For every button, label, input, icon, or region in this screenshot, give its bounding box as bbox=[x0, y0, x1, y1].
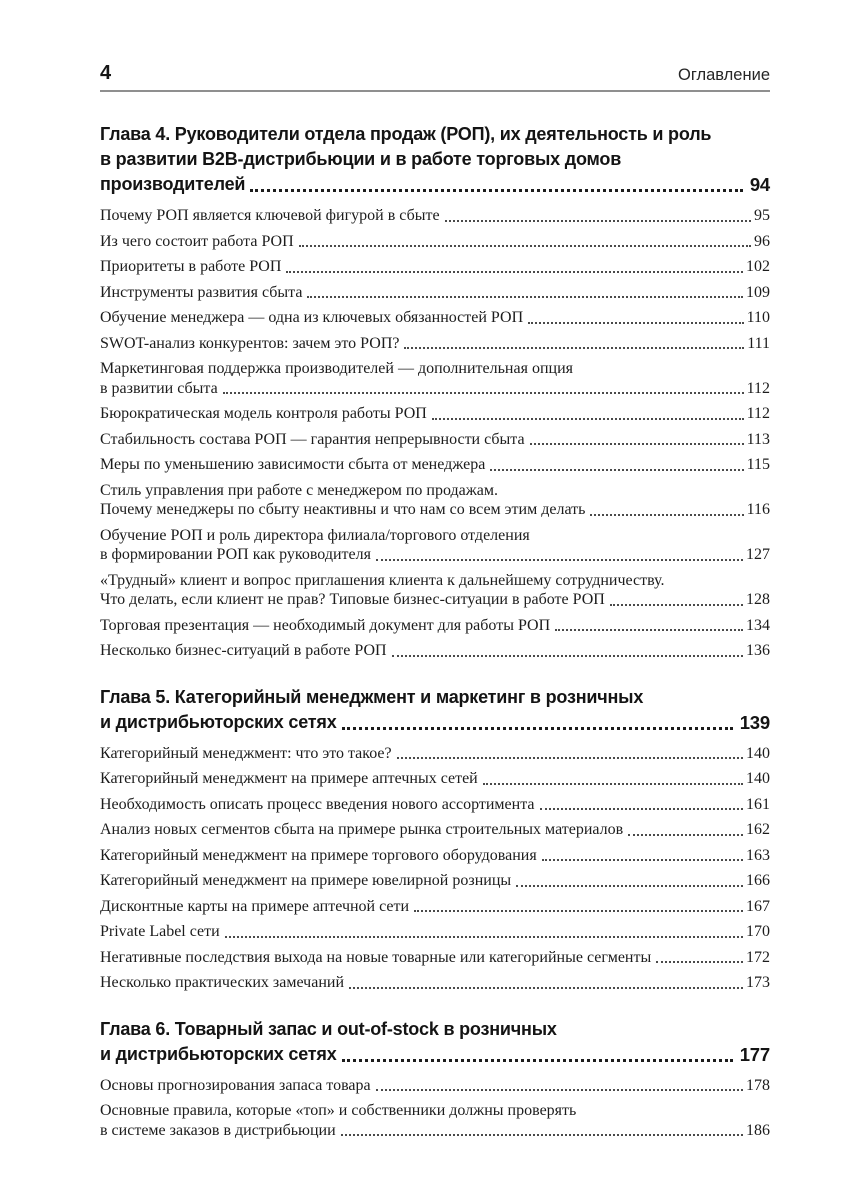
toc-entry bbox=[100, 308, 770, 328]
chapter-heading bbox=[100, 1017, 770, 1067]
page-ref: 128 bbox=[746, 591, 770, 608]
dot-leader bbox=[445, 220, 751, 222]
toc-entry bbox=[100, 571, 770, 610]
entry-text: Категорийный менеджмент на примере аптечных сетей bbox=[100, 770, 478, 787]
page-number: 4 bbox=[100, 62, 112, 84]
entry-text: Приоритеты в работе РОП bbox=[100, 258, 282, 275]
entry-text: Бюрократическая модель контроля работы РОП bbox=[100, 405, 427, 422]
page-ref: 170 bbox=[746, 923, 770, 940]
entry-text: SWOT-анализ конкурентов: зачем это РОП? bbox=[100, 334, 400, 352]
toc-entry bbox=[100, 206, 770, 226]
page-ref: 136 bbox=[746, 642, 770, 659]
toc-entry bbox=[100, 871, 770, 891]
entry-title-line bbox=[100, 545, 770, 565]
chapter-title-line: в развитии B2B-дистрибьюции и в работе торговых домов bbox=[100, 149, 622, 169]
toc-entry bbox=[100, 641, 770, 661]
toc-entry bbox=[100, 744, 770, 764]
dot-leader bbox=[342, 1059, 733, 1062]
toc-entry bbox=[100, 526, 770, 565]
page-ref: 127 bbox=[746, 546, 770, 563]
entry-title-line bbox=[100, 430, 770, 450]
toc-entry bbox=[100, 257, 770, 277]
entry-title-line bbox=[100, 206, 770, 226]
entry-text: Почему менеджеры по сбыту неактивны и что нам со всем этим делать bbox=[100, 501, 586, 518]
chapter-title-text: производителей bbox=[100, 174, 246, 194]
entry-title-line bbox=[100, 257, 770, 277]
entry-text: Инструменты развития сбыта bbox=[100, 283, 303, 301]
entry-title-line bbox=[100, 500, 770, 520]
page-ref: 115 bbox=[746, 456, 770, 473]
dot-leader bbox=[656, 961, 743, 963]
dot-leader bbox=[341, 1134, 743, 1136]
dot-leader bbox=[286, 271, 743, 273]
toc-entry bbox=[100, 404, 770, 424]
toc-sections bbox=[100, 122, 770, 1140]
entry-title-line bbox=[100, 455, 770, 475]
toc-entry bbox=[100, 948, 770, 968]
dot-leader bbox=[376, 1089, 743, 1091]
dot-leader bbox=[404, 347, 744, 349]
chapter-title-line bbox=[100, 172, 770, 197]
entry-text: в формировании РОП как руководителя bbox=[100, 546, 371, 563]
toc-entry bbox=[100, 897, 770, 917]
page-ref: 116 bbox=[746, 501, 770, 518]
entry-title-line bbox=[100, 744, 770, 764]
chapter-title-line: Глава 5. Категорийный менеджмент и маркетинг в розничных bbox=[100, 686, 644, 707]
entry-text: Обучение менеджера — одна из ключевых обязанностей РОП bbox=[100, 309, 524, 326]
running-title: Оглавление bbox=[678, 66, 770, 84]
dot-leader bbox=[432, 418, 744, 420]
page-ref: 139 bbox=[739, 711, 770, 733]
page-ref: 162 bbox=[746, 821, 770, 838]
toc-entry bbox=[100, 795, 770, 815]
toc-entry bbox=[100, 1101, 770, 1140]
chapter-title-line bbox=[100, 1042, 770, 1067]
entry-title-line bbox=[100, 641, 770, 661]
entry-text: Категорийный менеджмент на примере ювелирной розницы bbox=[100, 872, 512, 889]
dot-leader bbox=[250, 189, 743, 192]
entry-text: Категорийный менеджмент: что это такое? bbox=[100, 744, 392, 762]
entry-text: Что делать, если клиент не прав? Типовые бизнес-ситуации в работе РОП bbox=[100, 591, 605, 608]
dot-leader bbox=[628, 834, 743, 836]
entry-title-line: Основные правила, которые «топ» и собственники должны проверять bbox=[100, 1102, 577, 1119]
page-ref: 102 bbox=[746, 258, 770, 275]
entry-text: в развитии сбыта bbox=[100, 379, 218, 397]
entry-title-line bbox=[100, 871, 770, 891]
dot-leader bbox=[542, 859, 743, 861]
entry-text: в системе заказов в дистрибьюции bbox=[100, 1121, 336, 1139]
entry-title-line bbox=[100, 846, 770, 866]
dot-leader bbox=[610, 604, 743, 606]
dot-leader bbox=[490, 469, 743, 471]
entry-title-line bbox=[100, 590, 770, 610]
entry-text: Из чего состоит работа РОП bbox=[100, 232, 294, 250]
entry-text: Несколько практических замечаний bbox=[100, 974, 344, 991]
dot-leader bbox=[590, 514, 743, 516]
page-ref: 94 bbox=[749, 174, 770, 195]
page-ref: 177 bbox=[739, 1043, 770, 1065]
page-ref: 186 bbox=[746, 1121, 770, 1139]
entry-title-line bbox=[100, 379, 770, 399]
entry-text: Торговая презентация — необходимый документ для работы РОП bbox=[100, 616, 551, 634]
dot-leader bbox=[516, 885, 743, 887]
dot-leader bbox=[414, 910, 743, 912]
dot-leader bbox=[397, 757, 743, 759]
dot-leader bbox=[342, 727, 733, 730]
entry-text: Анализ новых сегментов сбыта на примере рынка строительных материалов bbox=[100, 821, 624, 838]
toc-entry bbox=[100, 616, 770, 636]
toc-entry bbox=[100, 1076, 770, 1096]
toc-entry bbox=[100, 820, 770, 840]
entry-text: Почему РОП является ключевой фигурой в сбыте bbox=[100, 207, 440, 224]
page-ref: 134 bbox=[746, 616, 770, 634]
page-ref: 112 bbox=[746, 405, 770, 422]
entry-text: Негативные последствия выхода на новые товарные или категорийные сегменты bbox=[100, 948, 652, 966]
page-ref: 178 bbox=[746, 1076, 770, 1094]
entry-title-line bbox=[100, 334, 770, 354]
entry-title-line bbox=[100, 1121, 770, 1141]
entry-title-line bbox=[100, 232, 770, 252]
entry-text: Стабильность состава РОП — гарантия непрерывности сбыта bbox=[100, 430, 525, 448]
toc-entry bbox=[100, 283, 770, 303]
toc-entry bbox=[100, 334, 770, 354]
toc-section bbox=[100, 1017, 770, 1141]
page-ref: 140 bbox=[746, 770, 770, 787]
page-header bbox=[100, 62, 770, 92]
page-ref: 111 bbox=[747, 334, 770, 352]
dot-leader bbox=[299, 245, 751, 247]
page-ref: 96 bbox=[754, 232, 770, 250]
toc-entry bbox=[100, 232, 770, 252]
entry-title-line bbox=[100, 308, 770, 328]
entry-title-line bbox=[100, 948, 770, 968]
dot-leader bbox=[540, 808, 744, 810]
entry-title-line bbox=[100, 973, 770, 993]
entry-title-line bbox=[100, 795, 770, 815]
page-ref: 113 bbox=[746, 430, 770, 448]
dot-leader bbox=[483, 783, 743, 785]
toc-section bbox=[100, 685, 770, 993]
page-ref: 140 bbox=[746, 744, 770, 762]
dot-leader bbox=[349, 987, 743, 989]
chapter-heading bbox=[100, 122, 770, 197]
chapter-heading bbox=[100, 685, 770, 735]
entry-title-line bbox=[100, 616, 770, 636]
page-ref: 95 bbox=[754, 207, 770, 224]
dot-leader bbox=[530, 443, 744, 445]
toc-entry bbox=[100, 430, 770, 450]
entry-title-line bbox=[100, 820, 770, 840]
dot-leader bbox=[555, 629, 743, 631]
entry-title-line bbox=[100, 922, 770, 942]
entry-title-line bbox=[100, 897, 770, 917]
entry-title-line: Стиль управления при работе с менеджером по продажам. bbox=[100, 481, 498, 499]
page-ref: 161 bbox=[746, 795, 770, 813]
dot-leader bbox=[307, 296, 743, 298]
toc-entry bbox=[100, 359, 770, 398]
toc-section bbox=[100, 122, 770, 661]
toc-entry bbox=[100, 973, 770, 993]
entry-text: Несколько бизнес-ситуаций в работе РОП bbox=[100, 642, 387, 659]
dot-leader bbox=[223, 392, 744, 394]
toc-entry bbox=[100, 846, 770, 866]
entry-text: Необходимость описать процесс введения нового ассортимента bbox=[100, 795, 535, 813]
dot-leader bbox=[225, 936, 743, 938]
toc-entry bbox=[100, 922, 770, 942]
entry-text: Меры по уменьшению зависимости сбыта от менеджера bbox=[100, 456, 486, 473]
page-ref: 109 bbox=[746, 283, 770, 301]
chapter-title-line bbox=[100, 710, 770, 735]
entry-title-line bbox=[100, 1076, 770, 1096]
page-ref: 163 bbox=[746, 846, 770, 864]
page-ref: 167 bbox=[746, 897, 770, 915]
page-ref: 112 bbox=[746, 379, 770, 397]
entry-title-line bbox=[100, 404, 770, 424]
toc-entry bbox=[100, 455, 770, 475]
chapter-title-line: Глава 6. Товарный запас и out-of-stock в розничных bbox=[100, 1018, 557, 1039]
page-ref: 173 bbox=[746, 974, 770, 991]
entry-title-line: Маркетинговая поддержка производителей — дополнительная опция bbox=[100, 360, 573, 377]
entry-text: Основы прогнозирования запаса товара bbox=[100, 1076, 371, 1094]
dot-leader bbox=[528, 322, 743, 324]
chapter-title-line: Глава 4. Руководители отдела продаж (РОП), их деятельность и роль bbox=[100, 124, 712, 144]
entry-text: Дисконтные карты на примере аптечной сети bbox=[100, 897, 410, 915]
entry-title-line bbox=[100, 283, 770, 303]
toc-entry bbox=[100, 769, 770, 789]
entry-text: Private Label сети bbox=[100, 923, 220, 940]
entry-title-line: «Трудный» клиент и вопрос приглашения клиента к дальнейшему сотрудничеству. bbox=[100, 571, 665, 589]
dot-leader bbox=[392, 655, 743, 657]
entry-title-line bbox=[100, 769, 770, 789]
page-ref: 172 bbox=[746, 948, 770, 966]
toc-entry bbox=[100, 481, 770, 520]
dot-leader bbox=[376, 559, 743, 561]
entry-title-line: Обучение РОП и роль директора филиала/торгового отделения bbox=[100, 526, 530, 544]
page-ref: 110 bbox=[746, 309, 770, 326]
entry-text: Категорийный менеджмент на примере торгового оборудования bbox=[100, 846, 537, 864]
page-ref: 166 bbox=[746, 872, 770, 889]
chapter-title-text: и дистрибьюторских сетях bbox=[100, 711, 337, 732]
chapter-title-text: и дистрибьюторских сетях bbox=[100, 1043, 337, 1064]
